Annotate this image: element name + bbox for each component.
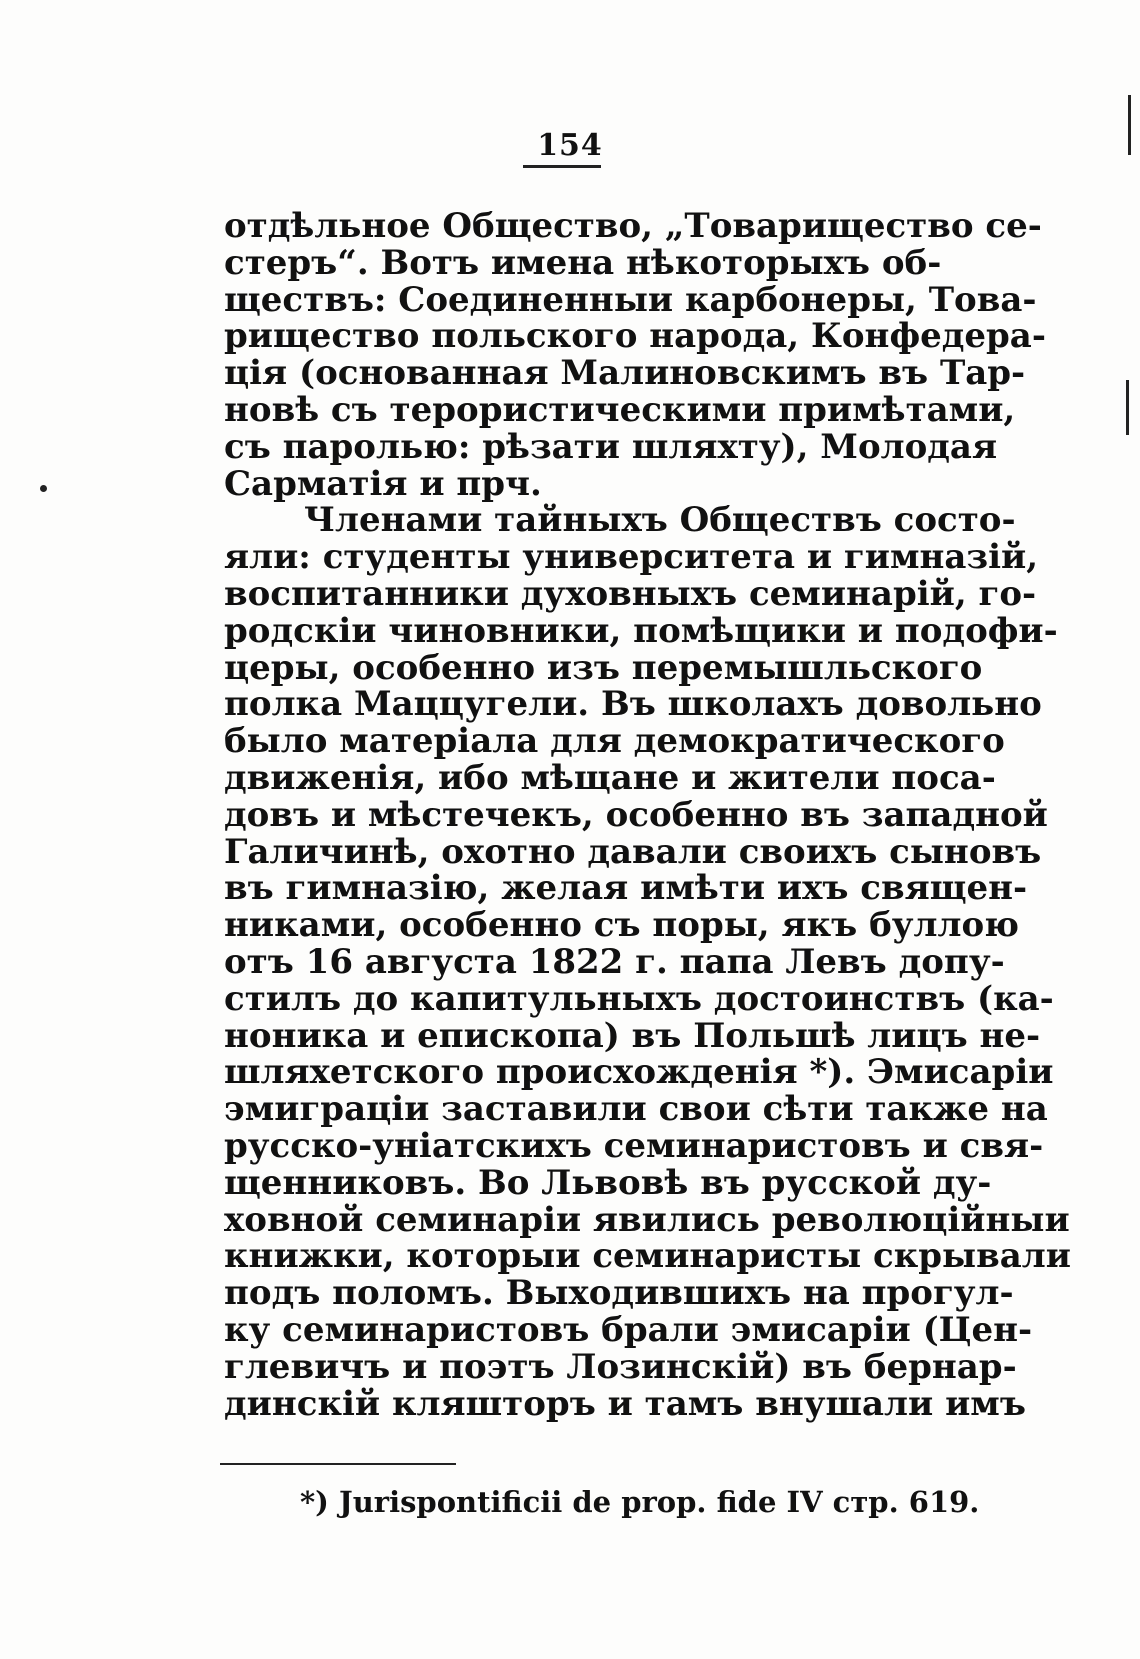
text-line: ховной семинаріи явились революційныи [224, 1199, 1070, 1240]
text-line: ку семинаристовъ брали эмисаріи (Цен- [224, 1309, 1033, 1350]
text-line: отдѣльное Общество, „Товарищество се- [224, 206, 1042, 246]
text-line: Сарматія и прч. [224, 463, 542, 504]
text-line: родскіи чиновники, помѣщики и подофи- [224, 610, 1058, 651]
text-line: довъ и мѣстечекъ, особенно въ западной [224, 794, 1048, 835]
text-line: Галичинѣ, охотно давали своихъ сыновъ [224, 831, 1042, 872]
text-line: глевичъ и поэтъ Лозинскій) въ бернар- [224, 1346, 1017, 1387]
text-line: съ паролью: рѣзати шляхту), Молодая [224, 426, 998, 467]
main-text [224, 206, 1071, 1424]
text-line: книжки, которыи семинаристы скрывали [224, 1236, 1071, 1277]
text-line: стеръ“. Вотъ имена нѣкоторыхъ об- [224, 242, 942, 283]
text-line: подъ поломъ. Выходившихъ на прогул- [224, 1273, 1014, 1314]
scan-speck [40, 485, 47, 492]
text-line: рищество польского народа, Конфедера- [224, 316, 1046, 357]
text-line: щенниковъ. Во Львовѣ въ русской ду- [224, 1162, 992, 1203]
page-number: 154 [537, 128, 603, 163]
footnote: *) Jurispontificii de prop. fide IV стр. 619. [300, 1485, 980, 1519]
scan-edge-mark [1128, 95, 1131, 155]
text-line: эмиграціи заставили свои сѣти также на [224, 1089, 1048, 1130]
text-line: полка Маццугели. Въ школахъ довольно [224, 684, 1042, 725]
text-line: движенія, ибо мѣщане и жители поса- [224, 757, 996, 798]
text-line: шляхетского происхожденія *). Эмисаріи [224, 1052, 1054, 1093]
text-line: въ гимназію, желая имѣти ихъ священ- [224, 868, 1028, 909]
text-line: было матеріала для демократического [224, 721, 1005, 762]
text-line: ноника и епископа) въ Польшѣ лицъ не- [224, 1015, 1041, 1056]
page-number-rule [523, 165, 601, 168]
text-line: динскій кляшторъ и тамъ внушали имъ [224, 1383, 1026, 1424]
text-line: воспитанники духовныхъ семинарій, го- [224, 573, 1037, 614]
text-line: стилъ до капитульныхъ достоинствъ (ка- [224, 978, 1054, 1019]
text-line: отъ 16 августа 1822 г. папа Левъ допу- [224, 941, 1005, 982]
text-line: русско-уніатскихъ семинаристовъ и свя- [224, 1125, 1044, 1166]
text-line: Членами тайныхъ Обществъ состо- [304, 500, 1016, 541]
text-line: новѣ съ терористическими примѣтами, [224, 389, 1016, 430]
footnote-rule [220, 1463, 456, 1465]
text-line: ція (основанная Малиновскимъ въ Тар- [224, 353, 1026, 394]
text-line: никами, особенно съ поры, якъ буллою [224, 905, 1019, 946]
text-line: яли: студенты университета и гимназій, [224, 537, 1039, 578]
text-line: церы, особенно изъ перемышльского [224, 647, 983, 688]
text-line: ществъ: Соединенныи карбонеры, Това- [224, 279, 1037, 320]
scan-edge-mark [1126, 380, 1129, 435]
